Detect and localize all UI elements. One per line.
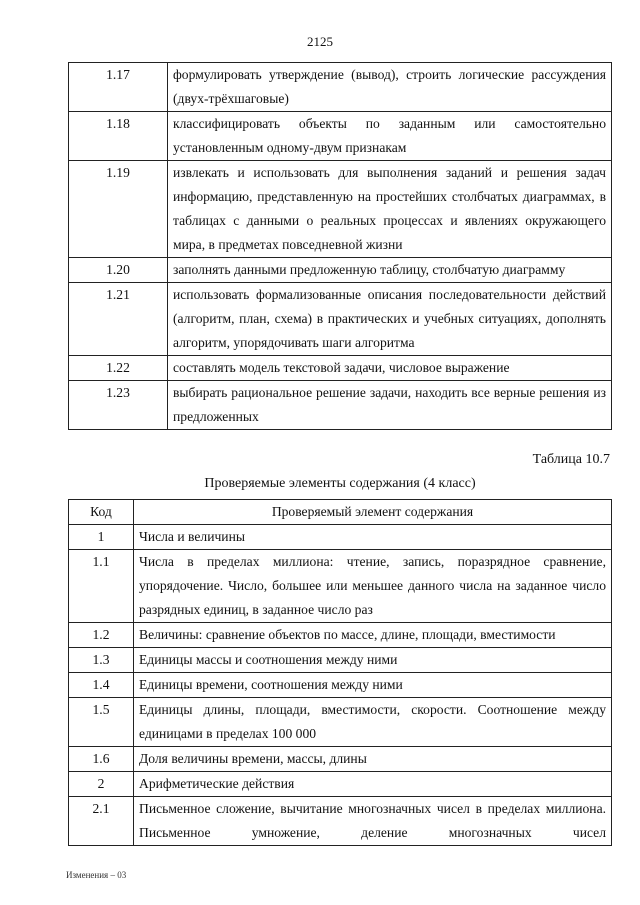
row-code: 1.4	[69, 673, 134, 698]
table-row	[69, 648, 612, 673]
row-code: 1.3	[69, 648, 134, 673]
row-code: 1.19	[69, 161, 168, 258]
row-code: 1.2	[69, 623, 134, 648]
content-elements-table	[68, 499, 612, 846]
table-row	[69, 747, 612, 772]
row-text: Числа в пределах миллиона: чтение, запись, поразрядное сравнение, упорядочение. Число, большее или меньшее данного числа на заданное число разрядных единиц, в заданное число раз	[134, 550, 612, 623]
row-text: формулировать утверждение (вывод), строить логические рассуждения (двух-трёхшаговые)	[168, 63, 612, 112]
table-title: Проверяемые элементы содержания (4 класс)	[204, 476, 476, 491]
table-caption: Таблица 10.7	[532, 452, 610, 467]
skills-table	[68, 62, 612, 430]
table-row	[69, 283, 612, 356]
row-text: классифицировать объекты по заданным или самостоятельно установленным одному-двум признакам	[168, 112, 612, 161]
row-text: Единицы длины, площади, вместимости, скорости. Соотношение между единицами в пределах 100 000	[134, 698, 612, 747]
table-row	[69, 381, 612, 430]
table-row	[69, 797, 612, 846]
row-text: Письменное сложение, вычитание многозначных чисел в пределах миллиона. Письменное умножение, деление многозначных чисел	[134, 797, 612, 846]
row-code: 1.1	[69, 550, 134, 623]
page-number: 2125	[307, 34, 333, 49]
row-text: Единицы времени, соотношения между ними	[134, 673, 612, 698]
row-text: Величины: сравнение объектов по массе, длине, площади, вместимости	[134, 623, 612, 648]
row-code: 1.18	[69, 112, 168, 161]
row-code: 1.23	[69, 381, 168, 430]
table-row	[69, 623, 612, 648]
row-text: заполнять данными предложенную таблицу, столбчатую диаграмму	[168, 258, 612, 283]
table-header-row	[69, 500, 612, 525]
header-element: Проверяемый элемент содержания	[134, 500, 612, 525]
row-code: 1.17	[69, 63, 168, 112]
row-text: Доля величины времени, массы, длины	[134, 747, 612, 772]
table-row	[69, 772, 612, 797]
row-text: Числа и величины	[134, 525, 612, 550]
row-code: 1.5	[69, 698, 134, 747]
table-row	[69, 550, 612, 623]
row-code: 1.22	[69, 356, 168, 381]
table-row	[69, 356, 612, 381]
table-row	[69, 525, 612, 550]
footer-note: Изменения – 03	[66, 870, 127, 880]
row-text: использовать формализованные описания последовательности действий (алгоритм, план, схема) в практических и учебных ситуациях, дополнять алгоритм, упорядочивать шаги алгоритма	[168, 283, 612, 356]
row-code: 2	[69, 772, 134, 797]
row-text: извлекать и использовать для выполнения заданий и решения задач информацию, представленную на простейших столбчатых диаграммах, в таблицах с данными о реальных процессах и явлениях окружающего мира, в предметах повседневной жизни	[168, 161, 612, 258]
row-code: 2.1	[69, 797, 134, 846]
row-code: 1	[69, 525, 134, 550]
row-code: 1.21	[69, 283, 168, 356]
row-code: 1.20	[69, 258, 168, 283]
row-text: Арифметические действия	[134, 772, 612, 797]
table-row	[69, 673, 612, 698]
table-row	[69, 698, 612, 747]
row-text: составлять модель текстовой задачи, числовое выражение	[168, 356, 612, 381]
table-row	[69, 112, 612, 161]
table-row	[69, 63, 612, 112]
row-text: Единицы массы и соотношения между ними	[134, 648, 612, 673]
header-code: Код	[69, 500, 134, 525]
row-code: 1.6	[69, 747, 134, 772]
table-row	[69, 258, 612, 283]
table-row	[69, 161, 612, 258]
row-text: выбирать рациональное решение задачи, находить все верные решения из предложенных	[168, 381, 612, 430]
